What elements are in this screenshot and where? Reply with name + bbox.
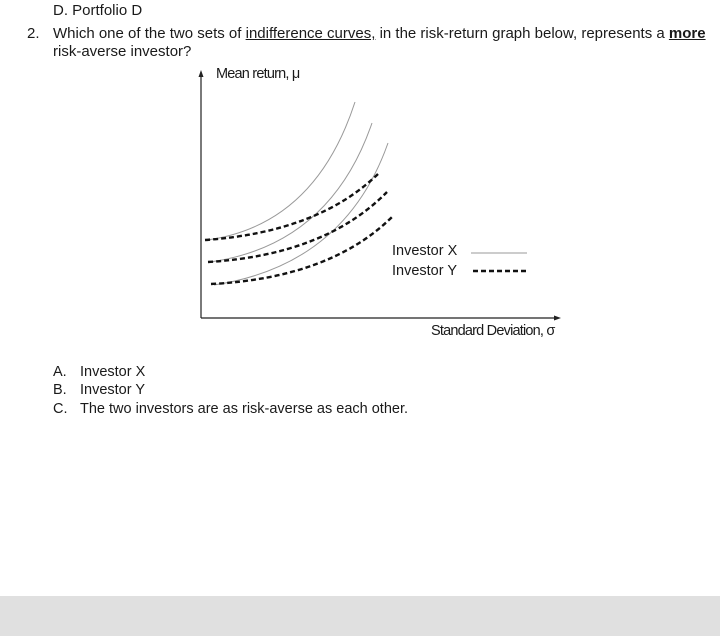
answer-letter: B. [53,382,67,398]
footer-bar [0,596,720,636]
investor-x-curve-2 [210,123,372,262]
answer-text: Investor Y [80,382,146,398]
x-axis-label: Standard Deviation, σ [431,323,555,339]
answer-letter: A. [53,364,67,380]
investor-y-curve-2 [208,192,387,262]
question-text-line2: risk-averse investor? [53,43,192,60]
investor-y-curve-1 [205,172,380,240]
answer-option-c[interactable] [53,401,409,417]
question-text-part: in the risk-return graph below, represents a [375,25,669,42]
answer-option-b[interactable] [53,382,146,398]
x-axis-arrow-icon [554,316,561,321]
y-axis-label: Mean return, μ [216,66,300,82]
answer-text: Investor X [80,364,146,380]
question-text-part: Which one of the two sets of [53,25,246,42]
investor-x-curve-1 [207,102,355,240]
legend-investor-x: Investor X [392,243,458,259]
question-emphasis: more [668,25,706,42]
previous-answer-option: D. Portfolio D [53,2,143,19]
question-number: 2. [27,25,40,42]
investor-y-curve-3 [211,217,392,284]
answer-option-a[interactable] [53,364,146,380]
legend-investor-y: Investor Y [392,263,458,279]
indifference-curves-link[interactable]: indifference curves, [245,25,376,42]
investor-x-curves [207,102,388,285]
answer-letter: C. [53,401,68,417]
y-axis-arrow-icon [199,70,204,77]
answer-text: The two investors are as risk-averse as each other. [80,401,409,417]
